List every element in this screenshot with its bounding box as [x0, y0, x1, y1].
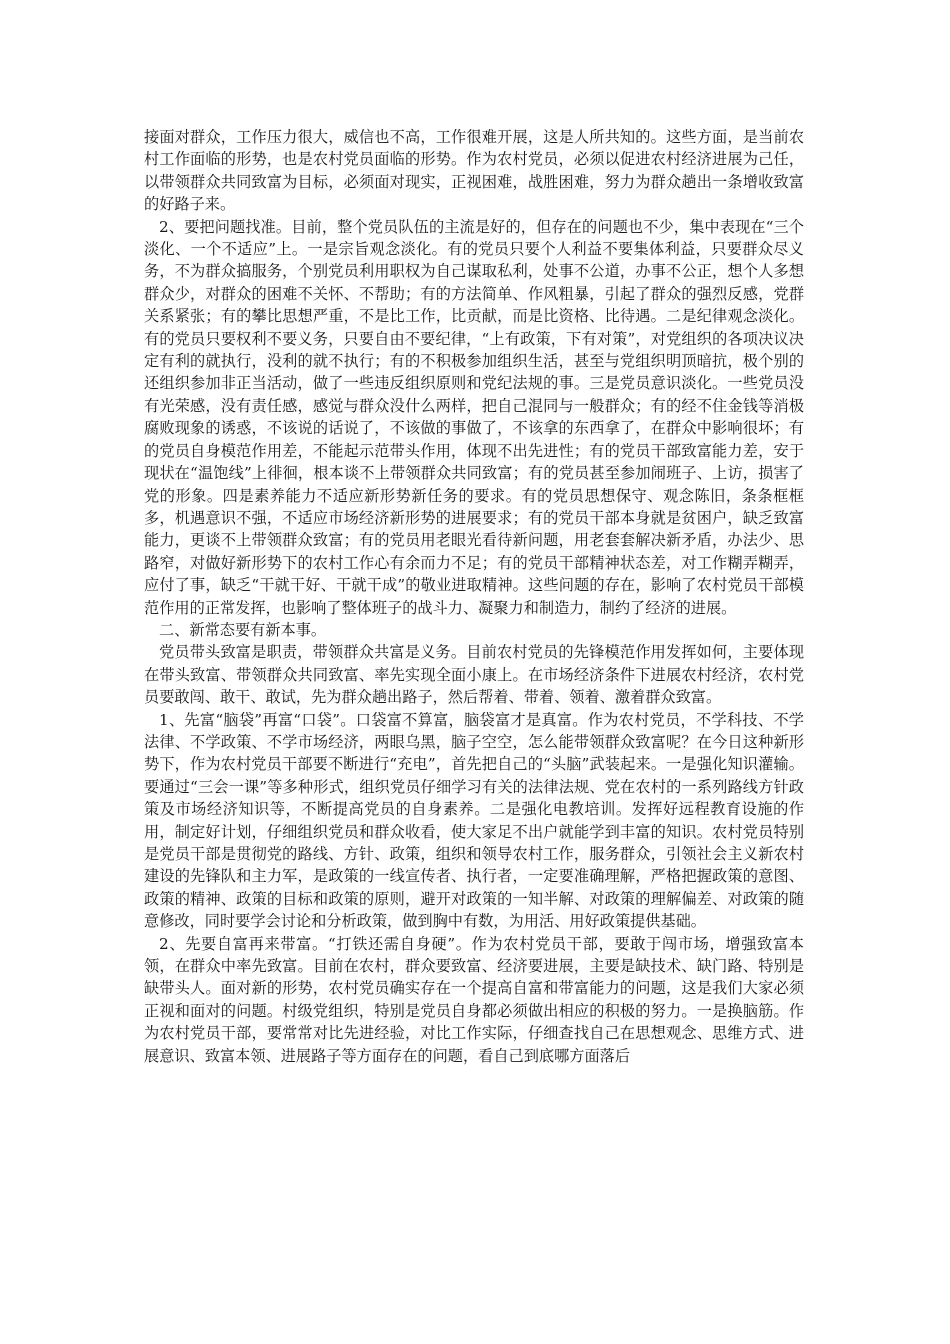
paragraph-enrich-mind: 1、先富“脑袋”再富“口袋”。口袋富不算富，脑袋富才是真富。作为农村党员，不学科技、不学法律、不学政策、不学市场经济，两眼乌黑，脑子空空，怎么能带领群众致富呢？在今日这种新形势下，作为农村党员干部要不断进行“充电”，首先把自己的“头脑”武装起来。一是强化知识灌输。要通过“三会一课”等多种形式，组织党员仔细学习有关的法律法规、党在农村的一系列路线方针政策及市场经济知识等，不断提高党员的自身素养。二是强化电教培训。发挥好远程教育设施的作用，制定好计划，仔细组织党员和群众收看，使大家足不出户就能学到丰富的知识。农村党员特别是党员干部是贯彻党的路线、方针、政策，组织和领导农村工作，服务群众，引领社会主义新农村建设的先锋队和主力军，是政策的一线宣传者、执行者，一定要准确理解，严格把握政策的意图、政策的精神、政策的目标和政策的原则，避开对政策的一知半解、对政策的理解偏差、对政策的随意修改，同时要学会讨论和分析政策，做到胸中有数，为用活、用好政策提供基础。	[144, 710, 804, 931]
section-heading-new-skills: 二、新常态要有新本事。	[159, 620, 327, 639]
paragraph-self-enrich: 2、先要自富再来带富。“打铁还需自身硬”。作为农村党员干部，要敢于闯市场，增强致富本领，在群众中率先致富。目前在农村，群众要致富、经济要进展，主要是缺技术、缺门路、特别是缺带头人。面对新的形势，农村党员确实存在一个提高自富和带富能力的问题，这是我们大家必须正视和面对的问题。村级党组织，特别是党员自身都必须做出相应的积极的努力。一是换脑筋。作为农村党员干部，要常常对比先进经验，对比工作实际，仔细查找自己在思想观念、思维方式、进展意识、致富本领、进展路子等方面存在的问题，看自己到底哪方面落后	[144, 934, 804, 1065]
paragraph-intro-continuation: 接面对群众，工作压力很大，威信也不高，工作很难开展，这是人所共知的。这些方面，是当前农村工作面临的形势，也是农村党员面临的形势。作为农村党员，必须以促进农村经济进展为己任，以带领群众共同致富为目标，必须面对现实，正视困难，战胜困难，努力为群众趟出一条增收致富的好路子来。	[144, 128, 804, 214]
document-body	[144, 126, 804, 1067]
paragraph-find-problems: 2、要把问题找准。目前，整个党员队伍的主流是好的，但存在的问题也不少，集中表现在“三个淡化、一个不适应”上。一是宗旨观念淡化。有的党员只要个人利益不要集体利益，只要群众尽义务，不为群众搞服务，个别党员利用职权为自己谋取私利，处事不公道，办事不公正，想个人多想群众少，对群众的困难不关怀、不帮助；有的方法简单、作风粗暴，引起了群众的强烈反感，党群关系紧张；有的攀比思想严重，不是比工作，比贡献，而是比资格、比待遇。二是纪律观念淡化。有的党员只要权利不要义务，只要自由不要纪律，“上有政策，下有对策”，对党组织的各项决议决定有利的就执行，没利的就不执行；有的不积极参加组织生活，甚至与党组织明顶暗抗，极个别的还组织参加非正当活动，做了一些违反组织原则和党纪法规的事。三是党员意识淡化。一些党员没有光荣感，没有责任感，感觉与群众没什么两样，把自己混同与一般群众；有的经不住金钱等消极腐败现象的诱惑，不该说的话说了，不该做的事做了，不该拿的东西拿了，在群众中影响很坏；有的党员自身模范作用差，不能起示范带头作用，体现不出先进性；有的党员干部致富能力差，安于现状在“温饱线”上徘徊，根本谈不上带领群众共同致富；有的党员甚至参加闹班子、上访，损害了党的形象。四是素养能力不适应新形势新任务的要求。有的党员思想保守、观念陈旧，条条框框多，机遇意识不强，不适应市场经济新形势的进展要求；有的党员干部本身就是贫困户，缺乏致富能力，更谈不上带领群众致富；有的党员用老眼光看待新问题，用老套套解决新矛盾，办法少、思路窄，对做好新形势下的农村工作心有余而力不足；有的党员干部精神状态差，对工作糊弄糊弄，应付了事，缺乏“干就干好、干就干成”的敬业进取精神。这些问题的存在，影响了农村党员干部模范作用的正常发挥，也影响了整体班子的战斗力、凝聚力和制造力，制约了经济的进展。	[144, 217, 804, 617]
paragraph-lead-prosperity: 党员带头致富是职责，带领群众共富是义务。目前农村党员的先锋模范作用发挥如何，主要体现在带头致富、带领群众共同致富、率先实现全面小康上。在市场经济条件下进展农村经济，农村党员要敢闯、敢干、敢试，先为群众趟出路子，然后帮着、带着、领着、激着群众致富。	[144, 643, 804, 707]
